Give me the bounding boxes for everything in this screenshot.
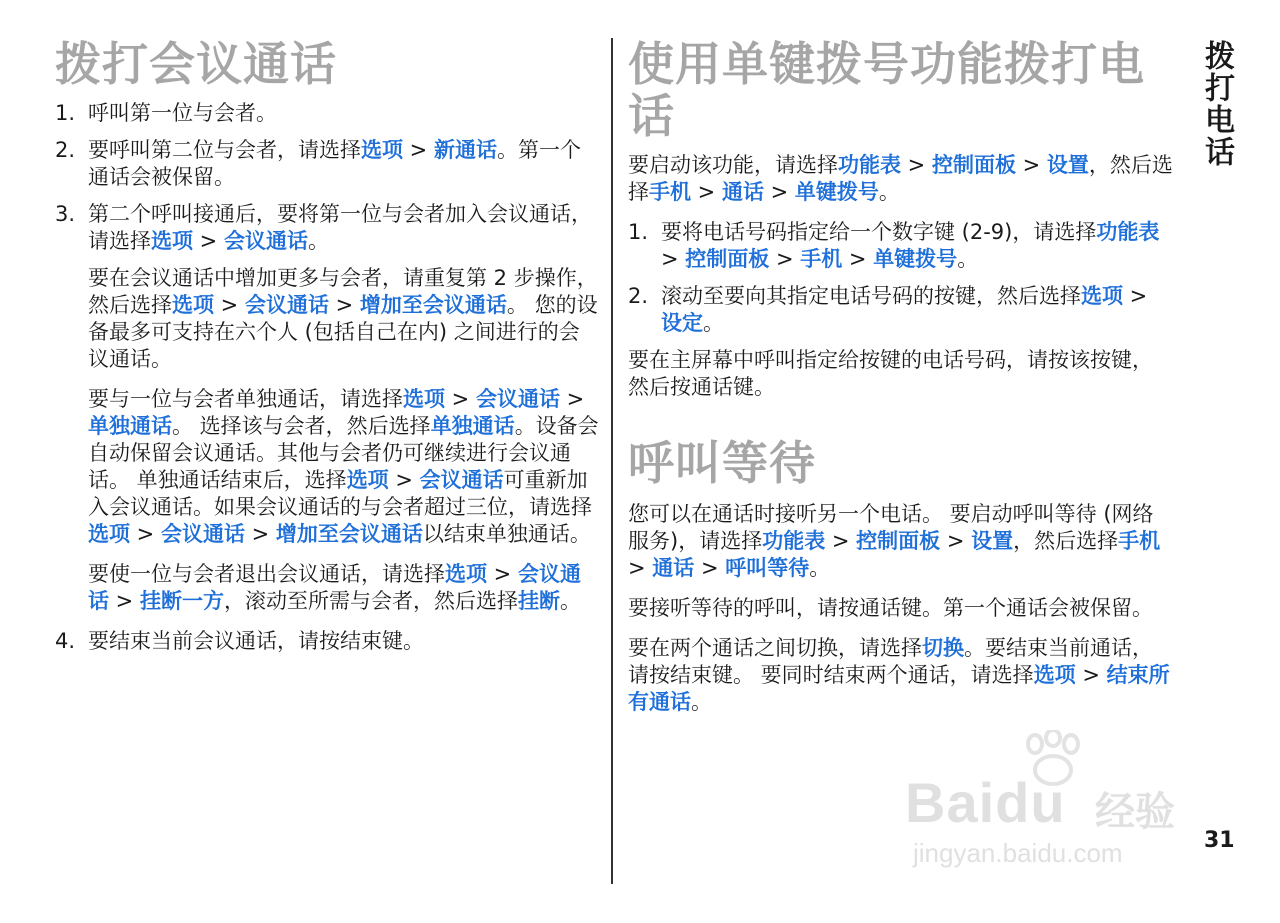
menu-path-link[interactable]: 选项	[361, 138, 403, 162]
call-waiting-paragraphs	[628, 501, 1173, 716]
text-run: 要在会议通话中增加更多与会者，请重复第 2 步操作，然后选择	[88, 266, 598, 317]
menu-path-link[interactable]: 功能表	[838, 153, 901, 177]
menu-path-link[interactable]: 单键拨号	[794, 180, 879, 204]
watermark-logo: Baidu	[905, 771, 1066, 834]
list-sub-paragraph	[55, 561, 600, 615]
list-number: 1.	[55, 101, 76, 125]
text-run: >	[214, 293, 245, 317]
text-run: 。 选择该与会者，然后选择	[172, 414, 431, 438]
text-run: 以结束单独通话。	[422, 522, 591, 546]
text-run: >	[328, 293, 360, 317]
list-item	[55, 137, 600, 191]
list-number: 1.	[628, 220, 649, 244]
list-item	[628, 283, 1173, 337]
paragraph	[628, 595, 1173, 622]
text-run: >	[661, 247, 686, 271]
menu-path-link[interactable]: 单独通话	[88, 414, 172, 438]
menu-path-link[interactable]: 新通话	[433, 138, 497, 162]
text-run: 可重新加入会议通话。如果会议通话的与会者超过三位，请选择	[88, 468, 592, 519]
text-run: 第二个呼叫接通后，要将第一位与会者加入会议通话，请选择	[88, 202, 592, 253]
text-run: 要结束当前会议通话，请按结束键。	[88, 629, 424, 653]
left-column	[55, 38, 600, 665]
text-run: 要将电话号码指定给一个数字键 (2-9)，请选择	[661, 220, 1097, 244]
text-run: 要接听等待的呼叫，请按通话键。第一个通话会被保留。	[628, 596, 1153, 620]
section-title-call-waiting: 呼叫等待	[628, 436, 816, 490]
menu-path-link[interactable]: 手机	[1118, 529, 1161, 553]
menu-path-link[interactable]: 控制面板	[856, 529, 941, 553]
menu-path-link[interactable]: 选项	[1081, 284, 1123, 308]
list-sub-paragraph	[55, 386, 600, 548]
speed-dial-usage	[628, 347, 1173, 401]
list-number: 4.	[55, 629, 76, 653]
text-run: ，然后选择	[1013, 529, 1119, 553]
text-run: 呼叫第一位与会者。	[88, 101, 277, 125]
text-run: 。	[809, 556, 831, 580]
menu-path-link[interactable]: 选项	[445, 562, 487, 586]
menu-path-link[interactable]: 手机	[649, 180, 691, 204]
menu-path-link[interactable]: 选项	[172, 293, 214, 317]
text-run: 。	[878, 180, 900, 204]
menu-path-link[interactable]: 通话	[721, 180, 764, 204]
menu-path-link[interactable]: 会议通话	[244, 293, 329, 317]
column-divider	[611, 38, 613, 884]
menu-path-link[interactable]: 会议通话	[160, 522, 245, 546]
section-title-speed-dial: 使用单键拨号功能拨打电话	[628, 37, 1145, 143]
text-run: >	[825, 529, 857, 553]
watermark-url: jingyan.baidu.com	[913, 838, 1123, 868]
page-number: 31	[1204, 828, 1235, 853]
menu-path-link[interactable]: 呼叫等待	[725, 556, 810, 580]
speed-dial-steps-list	[628, 219, 1173, 337]
text-run: 滚动至要向其指定电话号码的按键，然后选择	[661, 284, 1081, 308]
menu-path-link[interactable]: 通话	[652, 556, 695, 580]
menu-path-link[interactable]: 结束所有通话	[628, 663, 1170, 714]
text-run: 要在主屏幕中呼叫指定给按键的电话号码，请按该按键，然后按通话键。	[628, 348, 1153, 399]
menu-path-link[interactable]: 选项	[151, 229, 193, 253]
text-run: >	[628, 556, 653, 580]
text-run: 。 您的设备最多可支持在六个人 (包括自己在内) 之间进行的会议通话。	[88, 293, 598, 371]
text-run: >	[901, 153, 932, 177]
text-run: >	[691, 180, 722, 204]
chapter-tab	[1196, 40, 1236, 180]
menu-path-link[interactable]: 控制面板	[931, 153, 1016, 177]
menu-path-link[interactable]: 选项	[88, 522, 130, 546]
watermark-label: 经验	[1095, 789, 1175, 835]
text-run: 您可以在通话时接听另一个电话。 要启动呼叫等待 (网络服务)，请选择	[628, 502, 1154, 553]
baidu-watermark	[905, 730, 1205, 880]
text-run: 要呼叫第二位与会者，请选择	[88, 138, 361, 162]
text-run: >	[842, 247, 874, 271]
speed-dial-intro	[628, 152, 1173, 206]
menu-path-link[interactable]: 选项	[346, 468, 389, 492]
text-run: >	[763, 180, 795, 204]
text-run: >	[445, 387, 476, 411]
text-run: >	[193, 229, 224, 253]
menu-path-link[interactable]: 挂断	[517, 589, 560, 613]
list-number: 3.	[55, 202, 76, 226]
text-run: 。	[703, 311, 724, 335]
menu-path-link[interactable]: 设定	[661, 311, 703, 335]
text-run: 要与一位与会者单独通话，请选择	[88, 387, 403, 411]
text-run: >	[559, 387, 585, 411]
menu-path-link[interactable]: 设置	[1046, 153, 1089, 177]
list-item	[55, 100, 600, 127]
conference-steps-list	[55, 100, 600, 655]
menu-path-link[interactable]: 会议通话	[419, 468, 504, 492]
text-run: 要在两个通话之间切换，请选择	[628, 636, 922, 660]
list-sub-paragraph	[55, 265, 600, 373]
text-run: >	[244, 522, 276, 546]
text-run: 。	[957, 247, 979, 271]
menu-path-link[interactable]: 单独通话	[430, 414, 515, 438]
text-run: >	[388, 468, 420, 492]
list-number: 2.	[55, 138, 76, 162]
text-run: >	[1015, 153, 1047, 177]
list-item	[55, 201, 600, 255]
menu-path-link[interactable]: 会议通话	[88, 562, 581, 613]
list-number: 2.	[628, 284, 649, 308]
list-item	[628, 219, 1173, 273]
menu-path-link[interactable]: 功能表	[762, 529, 826, 553]
text-run: >	[1075, 663, 1107, 687]
text-run: 要使一位与会者退出会议通话，请选择	[88, 562, 445, 586]
text-run: 要启动该功能，请选择	[628, 153, 838, 177]
text-run: >	[940, 529, 972, 553]
text-run: >	[487, 562, 518, 586]
text-run: >	[1123, 284, 1148, 308]
right-column	[628, 38, 1173, 729]
menu-path-link[interactable]: 选项	[403, 387, 445, 411]
menu-path-link[interactable]: 功能表	[1096, 220, 1160, 244]
menu-path-link[interactable]: 增加至会议通话	[359, 293, 507, 317]
text-run: 。	[691, 690, 712, 714]
menu-path-link[interactable]: 增加至会议通话	[275, 522, 423, 546]
text-run: ，然后选择	[628, 153, 1173, 204]
text-run: >	[109, 589, 140, 613]
section-title-conference-call: 拨打会议通话	[55, 37, 337, 91]
menu-path-link[interactable]: 挂断一方	[139, 589, 224, 613]
text-run: >	[403, 138, 434, 162]
menu-path-link[interactable]: 会议通话	[223, 229, 308, 253]
list-item	[55, 628, 600, 655]
paragraph	[628, 501, 1173, 582]
text-run: 。	[559, 589, 581, 613]
text-run: 。要结束当前通话，请按结束键。 要同时结束两个通话，请选择	[628, 636, 1153, 687]
text-run: >	[694, 556, 726, 580]
text-run: >	[769, 247, 801, 271]
menu-path-link[interactable]: 控制面板	[685, 247, 770, 271]
menu-path-link[interactable]: 切换	[922, 636, 964, 660]
text-run: 。设备会自动保留会议通话。其他与会者仍可继续进行会议通话。 单独通话结束后，选择	[88, 414, 599, 492]
text-run: 。	[307, 229, 329, 253]
menu-path-link[interactable]: 选项	[1033, 663, 1076, 687]
chapter-tab-label: 拨打电话	[1199, 40, 1234, 168]
menu-path-link[interactable]: 单键拨号	[873, 247, 958, 271]
text-run: ，滚动至所需与会者，然后选择	[223, 589, 518, 613]
menu-path-link[interactable]: 设置	[971, 529, 1014, 553]
menu-path-link[interactable]: 会议通话	[475, 387, 560, 411]
text-run: >	[130, 522, 161, 546]
menu-path-link[interactable]: 手机	[800, 247, 843, 271]
paragraph	[628, 635, 1173, 716]
text-run: 。第一个通话会被保留。	[88, 138, 581, 189]
